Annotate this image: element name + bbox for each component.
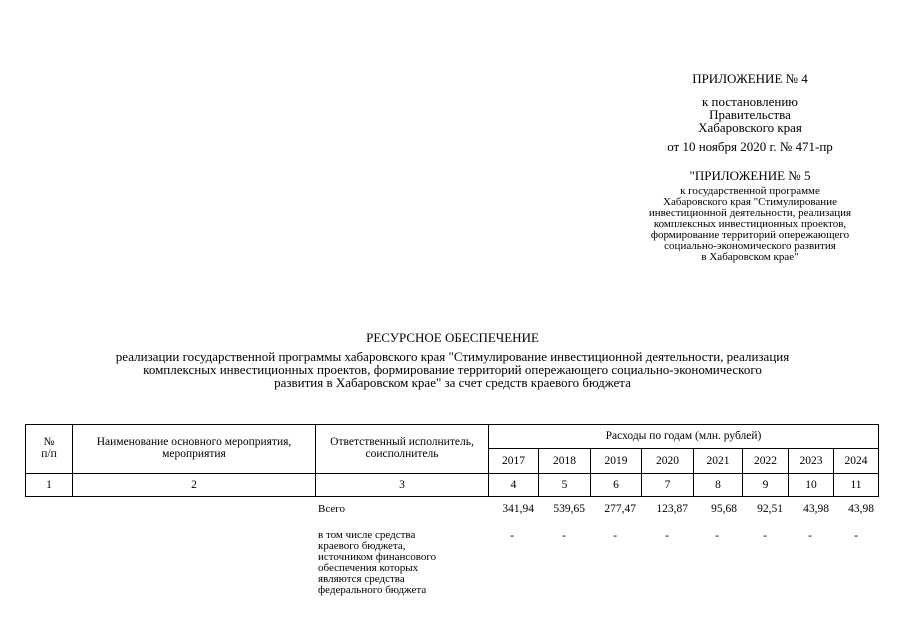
header-text: № (43, 436, 55, 448)
column-number: 7 (664, 479, 671, 491)
header-text: соисполнитель (365, 448, 439, 460)
row-label-line: федерального бюджета (318, 584, 427, 596)
document-title: РЕСУРСНОЕ ОБЕСПЕЧЕНИЕ (366, 330, 539, 345)
column-number: 4 (510, 479, 517, 491)
attachment-line: Хабаровского края (698, 120, 802, 135)
column-number: 1 (46, 479, 52, 491)
attachment-title: ПРИЛОЖЕНИЕ № 4 (692, 71, 808, 86)
header-text: Наименование основного мероприятия, (96, 436, 292, 448)
header-expenses: Расходы по годам (млн. рублей) (605, 430, 762, 442)
year-header: 2020 (656, 455, 679, 467)
appendix-text (630, 186, 870, 263)
table-cell-value: 43,98 (848, 503, 874, 515)
table-border (25, 424, 879, 425)
header-responsible (316, 436, 488, 460)
appendix-line: инвестиционной деятельности, реализация (648, 207, 852, 219)
appendix-line: социально-экономического развития (664, 240, 836, 252)
subtitle-line: реализации государственной программы хабаровского края "Стимулирование инвестиционной деятельности, реализация (115, 349, 790, 364)
table-cell-value: 43,98 (803, 503, 829, 515)
table-cell-value: 277,47 (604, 503, 636, 515)
table-cell-value: - (808, 530, 812, 542)
column-number: 2 (191, 479, 197, 491)
column-number: 3 (399, 479, 405, 491)
table-cell-value: - (613, 530, 617, 542)
attachment-date: от 10 ноября 2020 г. № 471-пр (667, 139, 833, 154)
table-cell-value: - (763, 530, 767, 542)
year-header: 2019 (604, 455, 628, 467)
header-name (73, 436, 315, 460)
header-text: п/п (41, 448, 57, 460)
document-subtitle (20, 350, 885, 389)
column-number: 5 (561, 479, 568, 491)
table-cell-value: 539,65 (553, 503, 585, 515)
appendix-line: Хабаровского края "Стимулирование (663, 196, 837, 208)
table-cell-value: - (562, 530, 566, 542)
table-cell-value: 123,87 (656, 503, 688, 515)
appendix-line: комплексных инвестиционных проектов, (653, 218, 847, 230)
row-label-line: краевого бюджета, (318, 540, 406, 552)
year-header: 2017 (502, 455, 525, 467)
year-header: 2022 (754, 455, 777, 467)
header-num (26, 436, 72, 460)
year-header: 2023 (799, 455, 823, 467)
appendix-line: в Хабаровском крае" (701, 251, 799, 263)
column-number: 11 (850, 479, 862, 491)
column-number: 9 (762, 479, 769, 491)
table-border (25, 496, 879, 497)
year-header: 2021 (706, 455, 730, 467)
table-cell-value: 341,94 (502, 503, 534, 515)
row-label-line: обеспечения которых (318, 562, 419, 574)
column-number: 6 (613, 479, 619, 491)
row-label-including (318, 530, 436, 596)
attachment-line: к постановлению (701, 94, 799, 109)
header-text: мероприятия (162, 448, 226, 460)
appendix-line: формирование территорий опережающего (650, 229, 850, 241)
appendix-title: "ПРИЛОЖЕНИЕ № 5 (689, 168, 811, 183)
header-text: Ответственный исполнитель, (330, 436, 474, 448)
row-label-line: источником финансового (318, 551, 437, 563)
table-cell-value: - (665, 530, 669, 542)
row-label-line: являются средства (318, 573, 405, 585)
table-cell-value: 95,68 (711, 503, 737, 515)
table-cell-value: - (854, 530, 858, 542)
row-label-total: Всего (318, 503, 345, 515)
subtitle-line: комплексных инвестиционных проектов, формирование территорий опережающего социально-экономического (143, 362, 762, 377)
year-header: 2024 (844, 455, 868, 467)
table-cell-value: - (715, 530, 719, 542)
attachment-line: Правительства (709, 107, 791, 122)
table-border (878, 424, 879, 497)
table-cell-value: 92,51 (757, 503, 783, 515)
column-number: 10 (805, 479, 817, 491)
table-border (25, 473, 879, 474)
appendix-line: к государственной программе (680, 185, 820, 197)
year-header: 2018 (553, 455, 576, 467)
column-number: 8 (715, 479, 721, 491)
subtitle-line: развития в Хабаровском крае" за счет средств краевого бюджета (274, 375, 631, 390)
row-label-line: в том числе средства (318, 529, 416, 541)
table-border (488, 448, 879, 449)
table-cell-value: - (510, 530, 514, 542)
